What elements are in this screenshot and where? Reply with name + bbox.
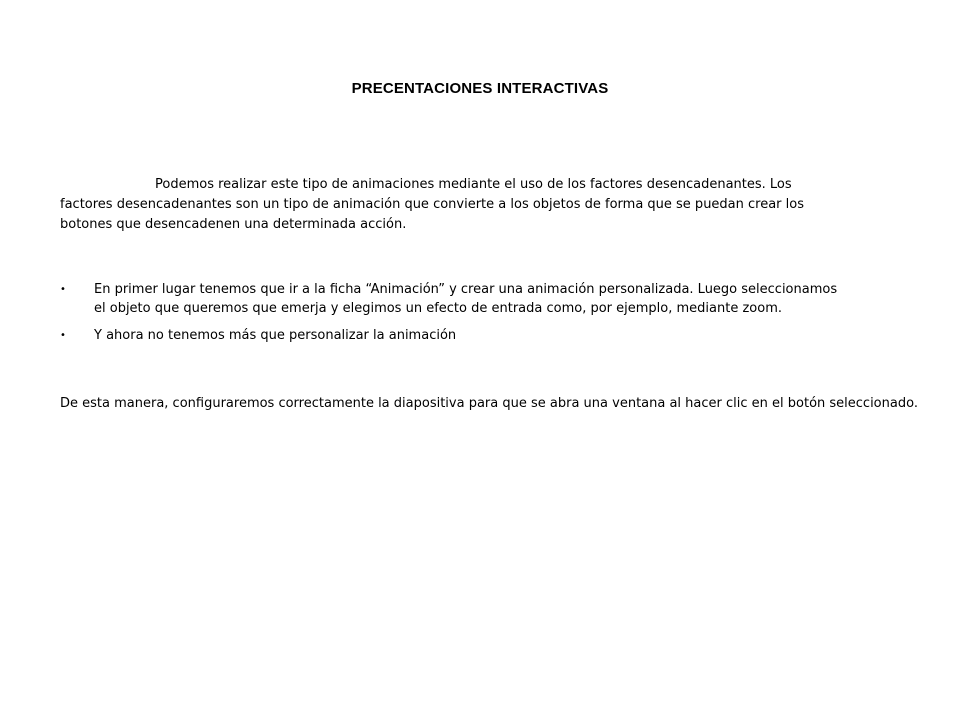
intro-text: Podemos realizar este tipo de animaciones mediante el uso de los factores desencadenantes. Los factores desencadenantes son un tipo de animación que convierte a los objetos de forma que se puedan crear los botones que desencadenen una determinada acción. [60,177,805,232]
list-item [60,280,840,318]
bullet-list [60,280,840,353]
bullet-icon: • [60,330,66,341]
intro-paragraph [60,175,835,235]
bullet-icon: • [60,284,66,295]
slide-title: PRECENTACIONES INTERACTIVAS [351,80,609,97]
bullet-text: Y ahora no tenemos más que personalizar la animación [94,328,457,343]
list-item [60,326,840,345]
closing-paragraph: De esta manera, configuraremos correctamente la diapositiva para que se abra una ventana al hacer clic en el botón seleccionado. [60,396,918,411]
bullet-text: En primer lugar tenemos que ir a la ficha “Animación” y crear una animación personalizada. Luego seleccionamos el objeto que queremos que emerja y elegimos un efecto de entrada como, por ejemplo, mediante zoom. [94,282,838,316]
